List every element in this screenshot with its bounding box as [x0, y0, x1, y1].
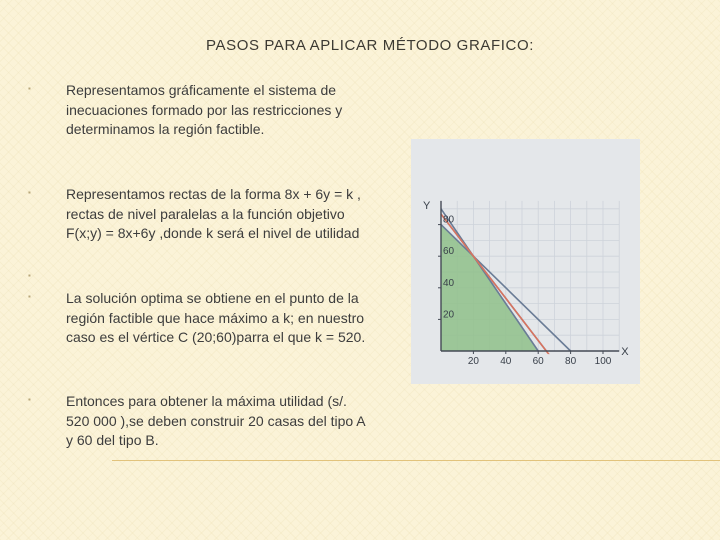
y-tick-label: 60 — [443, 246, 455, 258]
bullet-text: La solución optima se obtiene en el punto de la región factible que hace máximo a k; en nuestro caso es el vértice C (20;60)parra el que k = 520. — [66, 290, 366, 345]
feasible-region-graph — [411, 139, 640, 384]
bullet-marker: ▪ — [28, 292, 31, 301]
bullet-marker: ▪ — [28, 84, 31, 93]
x-tick-label: 100 — [594, 356, 612, 367]
x-tick-label: 20 — [467, 356, 479, 367]
bullet-text: Representamos rectas de la forma 8x + 6y = k , rectas de nivel paralelas a la función objetivo F(x;y) = 8x+6y ,donde k será el nivel de utilidad — [66, 186, 361, 241]
x-axis-label: X — [621, 346, 629, 358]
bullet-marker: ▪ — [28, 395, 31, 404]
bullet-list — [28, 0, 368, 540]
bullet-text: Representamos gráficamente el sistema de inecuaciones formado por las restricciones y determinamos la región factible. — [66, 82, 343, 137]
x-tick-label: 60 — [532, 356, 544, 367]
y-tick-label: 40 — [443, 277, 455, 289]
bullet-marker: ▪ — [28, 188, 31, 197]
x-tick-label: 40 — [500, 356, 512, 367]
graph-svg — [411, 139, 640, 384]
divider-line — [112, 460, 720, 461]
bullet-text: Entonces para obtener la máxima utilidad (s/. 520 000 ),se deben construir 20 casas del tipo A y 60 del tipo B. — [66, 393, 365, 448]
slide-title: PASOS PARA APLICAR MÉTODO GRAFICO: — [206, 37, 534, 54]
y-tick-label: 80 — [443, 214, 455, 226]
x-tick-label: 80 — [565, 356, 577, 367]
bullet-marker: ▪ — [28, 271, 31, 280]
y-axis-label: Y — [423, 199, 431, 212]
y-tick-label: 20 — [443, 309, 455, 321]
